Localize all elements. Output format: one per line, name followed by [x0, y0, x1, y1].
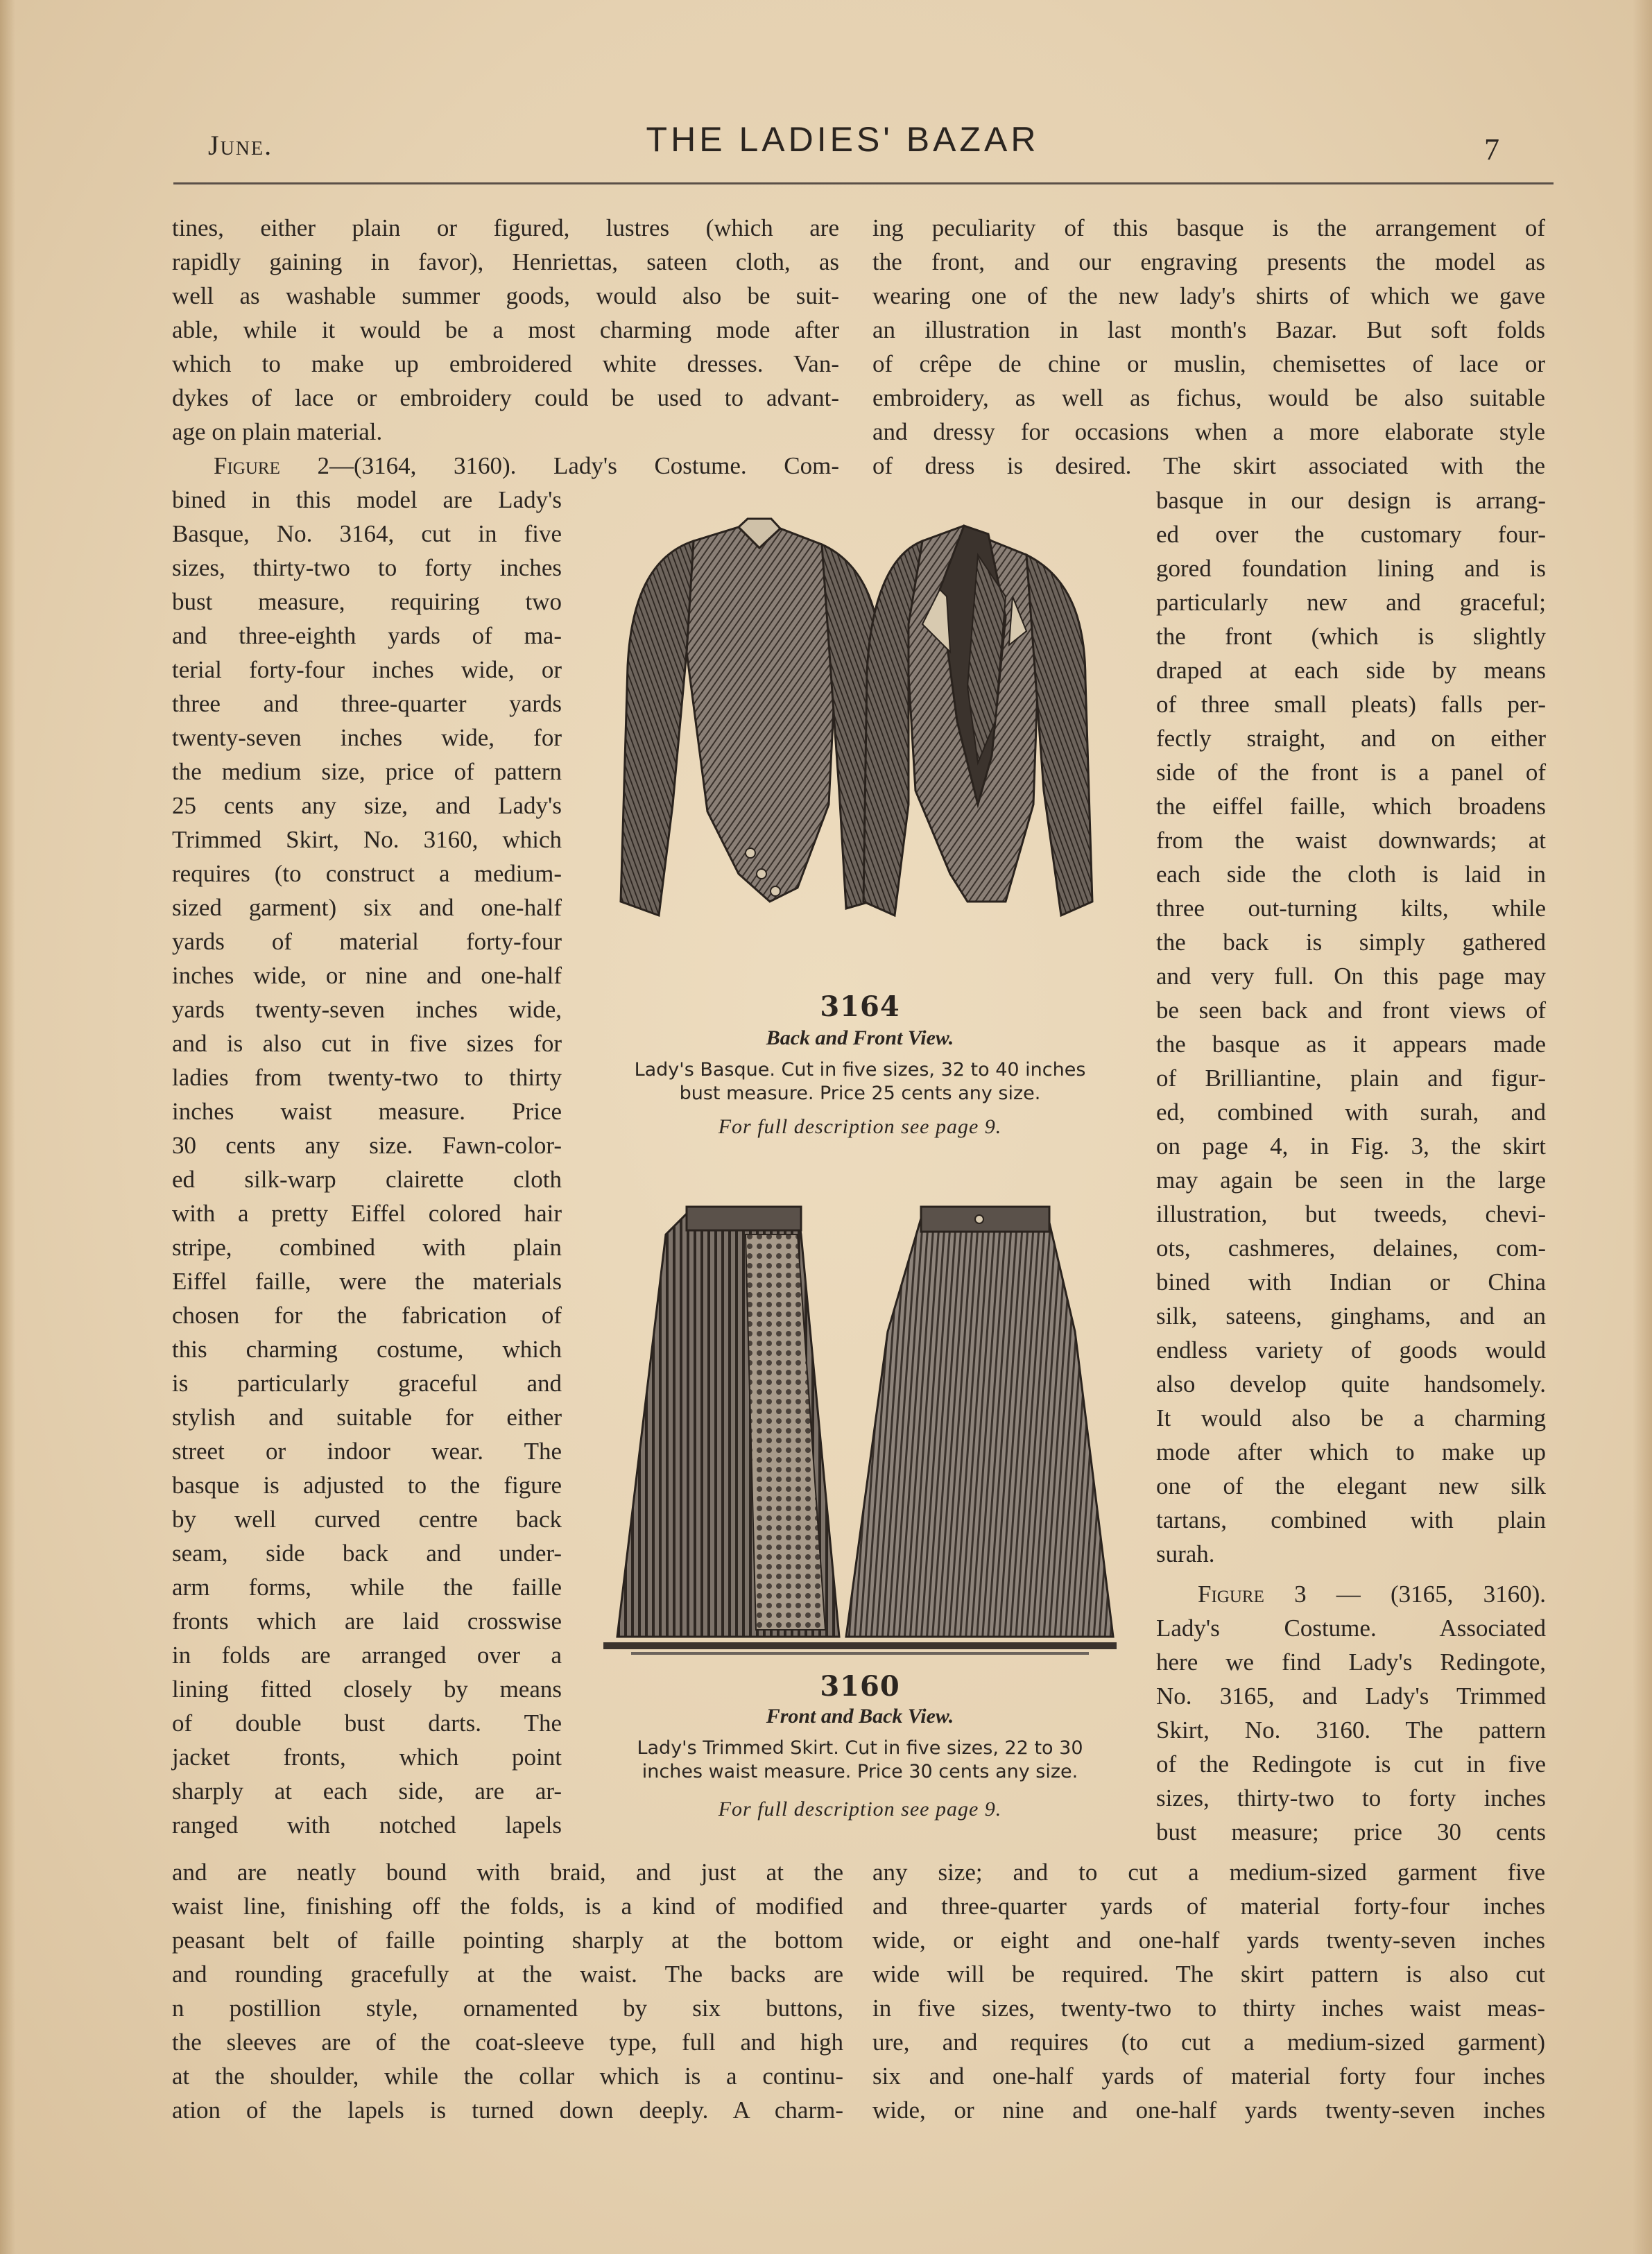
- text-line: ed, combined with surah, and: [1156, 1099, 1546, 1126]
- text-line: stripe, combined with plain: [172, 1234, 562, 1261]
- text-line: the medium size, price of pattern: [172, 758, 562, 785]
- text-line: an illustration in last month's Bazar. But soft folds: [872, 316, 1545, 343]
- text-line: 30 cents any size. Fawn-color-: [172, 1132, 562, 1159]
- text-line: chosen for the fabrication of: [172, 1302, 562, 1329]
- text-line: bust measure, requiring two: [172, 588, 562, 615]
- left-column-top: [172, 211, 839, 449]
- text-line: any size; and to cut a medium-sized garment five: [872, 1859, 1545, 1886]
- figure-intro-text: sizes, thirty-two to forty inches: [1156, 1784, 1546, 1812]
- text-line: yards twenty-seven inches wide,: [172, 996, 562, 1023]
- text-line: seam, side back and under-: [172, 1540, 562, 1567]
- text-line: jacket fronts, which point: [172, 1744, 562, 1771]
- figure-intro-text: 2—(3164, 3160). Lady's Costume. Com-: [279, 452, 839, 479]
- figure-reference: For full description see page 9.: [718, 1115, 1002, 1138]
- text-line: and three-quarter yards of material forty-four inches: [872, 1893, 1545, 1920]
- text-line: which to make up embroidered white dresses. Van-: [172, 350, 839, 377]
- text-line: the sleeves are of the coat-sleeve type, full and high: [172, 2029, 843, 2056]
- text-line: wearing one of the new lady's shirts of which we gave: [872, 282, 1545, 309]
- text-line: illustration, but tweeds, chevi-: [1156, 1201, 1546, 1228]
- text-line: ed over the customary four-: [1156, 521, 1546, 548]
- text-line: age on plain material.: [172, 418, 383, 445]
- figure-label: Figure: [1198, 1581, 1264, 1608]
- text-line: the eiffel faille, which broadens: [1156, 793, 1546, 820]
- magazine-title: THE LADIES' BAZAR: [646, 120, 1040, 159]
- text-line: at the shoulder, while the collar which is a continu-: [172, 2063, 843, 2090]
- figure-intro-text: Skirt, No. 3160. The pattern: [1156, 1717, 1546, 1744]
- text-line: fectly straight, and on either: [1156, 725, 1546, 752]
- text-line: and is also cut in five sizes for: [172, 1030, 562, 1057]
- figure-reference: For full description see page 9.: [718, 1798, 1002, 1821]
- page-edge-shadow: [1633, 0, 1652, 2254]
- text-line: in five sizes, twenty-two to thirty inches waist meas-: [872, 1995, 1545, 2022]
- text-line: street or indoor wear. The: [172, 1438, 562, 1465]
- text-line: of three small pleats) falls per-: [1156, 691, 1546, 718]
- running-header: [173, 119, 1512, 175]
- caption-line: Lady's Basque. Cut in five sizes, 32 to 40 inches: [634, 1059, 1086, 1081]
- text-line: draped at each side by means: [1156, 657, 1546, 684]
- text-line: six and one-half yards of material forty four inches: [872, 2063, 1545, 2090]
- text-line: the back is simply gathered: [1156, 929, 1546, 956]
- basque-engraving-icon: [590, 513, 1130, 992]
- text-line: tartans, combined with plain: [1156, 1506, 1546, 1533]
- text-line: endless variety of goods would: [1156, 1336, 1546, 1363]
- text-line: of Brilliantine, plain and figur-: [1156, 1065, 1546, 1092]
- text-line: surah.: [1156, 1540, 1215, 1567]
- text-line: [1156, 1747, 1546, 1781]
- figure-caption: [590, 1737, 1130, 1784]
- text-line: side of the front is a panel of: [1156, 759, 1546, 786]
- text-line: [1156, 1645, 1546, 1679]
- figure-caption: [590, 1058, 1130, 1106]
- text-line: [1156, 1577, 1546, 1611]
- text-line: 25 cents any size, and Lady's: [172, 792, 562, 819]
- text-line: ranged with notched lapels: [172, 1812, 562, 1839]
- text-line: yards of material forty-four: [172, 928, 562, 955]
- text-line: sized garment) six and one-half: [172, 894, 562, 921]
- figure-intro-text: of the Redingote is cut in five: [1156, 1750, 1546, 1778]
- figure-2-intro: [172, 449, 839, 483]
- page-number: 7: [1484, 132, 1499, 166]
- text-line: the front, and our engraving presents the model as: [872, 248, 1545, 275]
- text-line: [1156, 1781, 1546, 1815]
- text-line: twenty-seven inches wide, for: [172, 724, 562, 751]
- text-line: in folds are arranged over a: [172, 1642, 562, 1669]
- text-line: inches wide, or nine and one-half: [172, 962, 562, 989]
- text-line: [1156, 1679, 1546, 1713]
- text-line: basque is adjusted to the figure: [172, 1472, 562, 1499]
- text-line: Trimmed Skirt, No. 3160, which: [172, 826, 562, 853]
- text-line: and are neatly bound with braid, and just at the: [172, 1859, 843, 1886]
- text-line: ed silk-warp clairette cloth: [172, 1166, 562, 1193]
- text-line: tines, either plain or figured, lustres (which are: [172, 214, 839, 241]
- text-line: wide, or nine and one-half yards twenty-seven inches: [872, 2097, 1545, 2124]
- text-line: peasant belt of faille pointing sharply at the bottom: [172, 1927, 843, 1954]
- text-line: and rounding gracefully at the waist. The backs are: [172, 1961, 843, 1988]
- text-line: lining fitted closely by means: [172, 1676, 562, 1703]
- figure-skirt: [590, 1193, 1130, 1831]
- page-edge-shadow: [0, 0, 15, 2254]
- text-line: inches waist measure. Price: [172, 1098, 562, 1125]
- text-line: particularly new and graceful;: [1156, 589, 1546, 616]
- text-line: ation of the lapels is turned down deeply. A charm-: [172, 2097, 843, 2124]
- text-line: mode after which to make up: [1156, 1438, 1546, 1465]
- text-line: ots, cashmeres, delaines, com-: [1156, 1234, 1546, 1262]
- text-line: of crêpe de chine or muslin, chemisettes of lace or: [872, 350, 1545, 377]
- text-line: the front (which is slightly: [1156, 623, 1546, 650]
- figure-view-label: Back and Front View.: [766, 1026, 954, 1049]
- text-line: of dress is desired. The skirt associated with the: [872, 452, 1545, 479]
- text-line: with a pretty Eiffel colored hair: [172, 1200, 562, 1227]
- text-line: one of the elegant new silk: [1156, 1472, 1546, 1499]
- text-line: stylish and suitable for either: [172, 1404, 562, 1431]
- text-line: silk, sateens, ginghams, and an: [1156, 1302, 1546, 1330]
- text-line: on page 4, in Fig. 3, the skirt: [1156, 1133, 1546, 1160]
- text-line: is particularly graceful and: [172, 1370, 562, 1397]
- left-column-bottom: [172, 1855, 843, 2127]
- text-line: ure, and requires (to cut a medium-sized garment): [872, 2029, 1545, 2056]
- figure-view-label: Front and Back View.: [766, 1705, 954, 1728]
- text-line: well as washable summer goods, would also be suit-: [172, 282, 839, 309]
- figure-number: 3160: [820, 1670, 900, 1703]
- text-line: [1156, 1611, 1546, 1645]
- text-line: terial forty-four inches wide, or: [172, 656, 562, 683]
- text-line: and three-eighth yards of ma-: [172, 622, 562, 649]
- text-line: this charming costume, which: [172, 1336, 562, 1363]
- text-line: also develop quite handsomely.: [1156, 1370, 1546, 1397]
- right-column-bottom: [872, 1855, 1545, 2127]
- figure-label: Figure: [214, 452, 280, 479]
- text-line: It would also be a charming: [1156, 1404, 1546, 1431]
- figure-intro-text: bust measure; price 30 cents: [1156, 1818, 1546, 1846]
- text-line: Basque, No. 3164, cut in five: [172, 520, 562, 547]
- text-line: each side the cloth is laid in: [1156, 861, 1546, 888]
- figure-intro-text: 3 — (3165, 3160).: [1264, 1581, 1546, 1608]
- text-line: basque in our design is arrang-: [1156, 487, 1546, 514]
- text-line: the basque as it appears made: [1156, 1031, 1546, 1058]
- text-line: requires (to construct a medium-: [172, 860, 562, 887]
- text-line: of double bust darts. The: [172, 1710, 562, 1737]
- text-line: gored foundation lining and is: [1156, 555, 1546, 582]
- text-line: fronts which are laid crosswise: [172, 1608, 562, 1635]
- text-line: and very full. On this page may: [1156, 963, 1546, 990]
- text-line: dykes of lace or embroidery could be used to advant-: [172, 384, 839, 411]
- text-line: from the waist downwards; at: [1156, 827, 1546, 854]
- figure-number: 3164: [820, 990, 900, 1023]
- text-line: rapidly gaining in favor), Henriettas, sateen cloth, as: [172, 248, 839, 275]
- text-line: [1156, 1713, 1546, 1747]
- text-line: and dressy for occasions when a more elaborate style: [872, 418, 1545, 445]
- caption-line: inches waist measure. Price 30 cents any size.: [642, 1761, 1078, 1782]
- right-column-narrow: [1156, 483, 1546, 1571]
- caption-line: bust measure. Price 25 cents any size.: [679, 1083, 1041, 1104]
- text-line: embroidery, as well as fichus, would be also suitable: [872, 384, 1545, 411]
- right-column-top: [872, 211, 1545, 483]
- figure-intro-text: No. 3165, and Lady's Trimmed: [1156, 1683, 1546, 1710]
- text-line: wide, or eight and one-half yards twenty-seven inches: [872, 1927, 1545, 1954]
- header-rule: [173, 182, 1554, 184]
- figure-intro-text: here we find Lady's Redingote,: [1156, 1649, 1546, 1676]
- left-column-narrow: [172, 483, 562, 1842]
- issue-month: June.: [208, 130, 273, 161]
- text-line: sizes, thirty-two to forty inches: [172, 554, 562, 581]
- figure-basque: [590, 513, 1130, 1158]
- figure-3-intro: [1156, 1577, 1546, 1849]
- text-line: ladies from twenty-two to thirty: [172, 1064, 562, 1091]
- text-line: be seen back and front views of: [1156, 997, 1546, 1024]
- text-line: waist line, finishing off the folds, is a kind of modified: [172, 1893, 843, 1920]
- text-line: bined in this model are Lady's: [172, 486, 562, 513]
- caption-line: Lady's Trimmed Skirt. Cut in five sizes, 22 to 30: [637, 1737, 1083, 1759]
- skirt-engraving-icon: [590, 1193, 1130, 1671]
- text-line: sharply at each side, are ar-: [172, 1778, 562, 1805]
- text-line: [1156, 1815, 1546, 1849]
- text-line: able, while it would be a most charming mode after: [172, 316, 839, 343]
- text-line: arm forms, while the faille: [172, 1574, 562, 1601]
- text-line: wide will be required. The skirt pattern is also cut: [872, 1961, 1545, 1988]
- text-line: three and three-quarter yards: [172, 690, 562, 717]
- text-line: by well curved centre back: [172, 1506, 562, 1533]
- figure-intro-text: Lady's Costume. Associated: [1156, 1615, 1546, 1642]
- text-line: three out-turning kilts, while: [1156, 895, 1546, 922]
- text-line: Eiffel faille, were the materials: [172, 1268, 562, 1295]
- text-line: ing peculiarity of this basque is the arrangement of: [872, 214, 1545, 241]
- text-line: n postillion style, ornamented by six buttons,: [172, 1995, 843, 2022]
- text-line: may again be seen in the large: [1156, 1167, 1546, 1194]
- text-line: bined with Indian or China: [1156, 1268, 1546, 1296]
